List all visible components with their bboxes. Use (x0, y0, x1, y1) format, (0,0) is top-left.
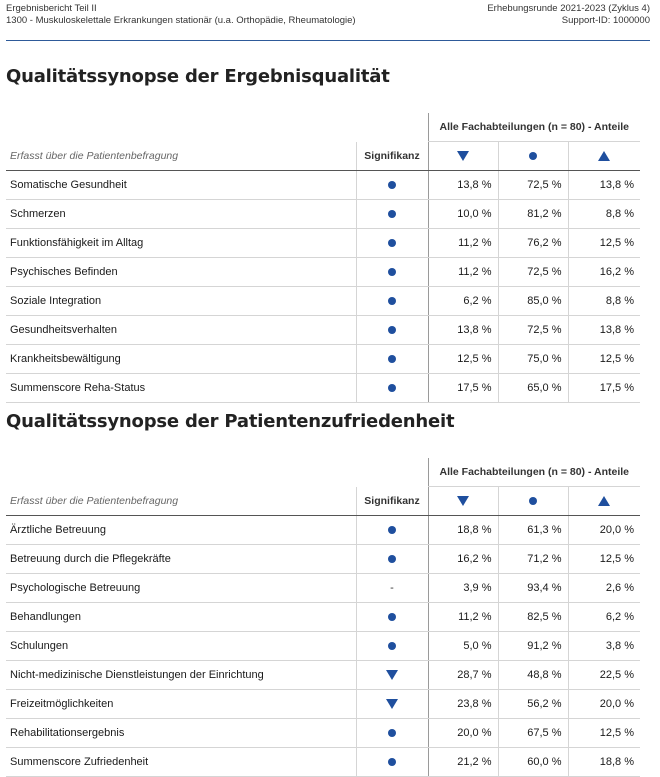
triangle-down-icon (386, 699, 398, 709)
share-average: 56,2 % (498, 690, 568, 719)
dot-icon (388, 268, 396, 276)
table-row (6, 574, 640, 603)
significance-cell (356, 748, 428, 777)
header-spacer (6, 113, 356, 142)
row-label: Rehabilitationsergebnis (6, 719, 356, 748)
share-below: 6,2 % (428, 287, 498, 316)
share-average: 48,8 % (498, 661, 568, 690)
significance-cell (356, 200, 428, 229)
group-header-row (6, 458, 640, 487)
dot-icon (388, 326, 396, 334)
share-below: 28,7 % (428, 661, 498, 690)
share-below: 20,0 % (428, 719, 498, 748)
header-left (6, 3, 356, 27)
significance-header: Signifikanz (356, 487, 428, 516)
significance-cell (356, 374, 428, 403)
row-label: Summenscore Reha-Status (6, 374, 356, 403)
group-header: Alle Fachabteilungen (n = 80) - Anteile (428, 113, 640, 142)
row-label: Summenscore Zufriedenheit (6, 748, 356, 777)
row-label: Somatische Gesundheit (6, 171, 356, 200)
significance-cell (356, 345, 428, 374)
share-above: 12,5 % (568, 345, 640, 374)
table-row (6, 516, 640, 545)
share-below: 12,5 % (428, 345, 498, 374)
header-spacer (356, 113, 428, 142)
share-average: 60,0 % (498, 748, 568, 777)
share-above: 12,5 % (568, 719, 640, 748)
triangle-down-icon (457, 496, 469, 506)
row-label: Freizeitmöglichkeiten (6, 690, 356, 719)
share-below: 5,0 % (428, 632, 498, 661)
share-average: 61,3 % (498, 516, 568, 545)
column-header-dot (498, 142, 568, 171)
significance-header: Signifikanz (356, 142, 428, 171)
table-row (6, 316, 640, 345)
row-label: Gesundheitsverhalten (6, 316, 356, 345)
table-row (6, 200, 640, 229)
significance-cell (356, 632, 428, 661)
row-label: Behandlungen (6, 603, 356, 632)
first-column-header: Erfasst über die Patientenbefragung (6, 142, 356, 171)
column-header-down (428, 487, 498, 516)
dot-icon (388, 613, 396, 621)
significance-cell (356, 258, 428, 287)
column-header-dot (498, 487, 568, 516)
share-above: 12,5 % (568, 229, 640, 258)
table-row (6, 345, 640, 374)
significance-cell (356, 719, 428, 748)
share-below: 21,2 % (428, 748, 498, 777)
significance-cell (356, 171, 428, 200)
significance-cell (356, 690, 428, 719)
share-below: 13,8 % (428, 316, 498, 345)
significance-cell (356, 661, 428, 690)
share-above: 3,8 % (568, 632, 640, 661)
row-label: Ärztliche Betreuung (6, 516, 356, 545)
share-above: 13,8 % (568, 316, 640, 345)
group-header-row (6, 113, 640, 142)
dot-icon (388, 526, 396, 534)
dot-icon (388, 355, 396, 363)
table-row (6, 690, 640, 719)
share-average: 85,0 % (498, 287, 568, 316)
share-below: 23,8 % (428, 690, 498, 719)
table-row (6, 632, 640, 661)
synopsis-table (6, 458, 640, 777)
table-row (6, 258, 640, 287)
table-row (6, 748, 640, 777)
significance-cell (356, 545, 428, 574)
share-below: 11,2 % (428, 603, 498, 632)
survey-round: Erhebungsrunde 2021-2023 (Zyklus 4) (487, 3, 650, 14)
share-average: 72,5 % (498, 316, 568, 345)
row-label: Schmerzen (6, 200, 356, 229)
share-above: 18,8 % (568, 748, 640, 777)
significance-cell (356, 287, 428, 316)
share-below: 10,0 % (428, 200, 498, 229)
row-label: Krankheitsbewältigung (6, 345, 356, 374)
significance-cell (356, 574, 428, 603)
column-header-up (568, 142, 640, 171)
share-average: 72,5 % (498, 258, 568, 287)
share-above: 12,5 % (568, 545, 640, 574)
share-above: 6,2 % (568, 603, 640, 632)
share-above: 20,0 % (568, 690, 640, 719)
dot-icon (388, 181, 396, 189)
share-average: 81,2 % (498, 200, 568, 229)
share-above: 8,8 % (568, 287, 640, 316)
share-above: 20,0 % (568, 516, 640, 545)
support-id: Support-ID: 1000000 (561, 15, 650, 26)
table-row (6, 719, 640, 748)
significance-cell (356, 316, 428, 345)
row-label: Psychologische Betreuung (6, 574, 356, 603)
first-column-header: Erfasst über die Patientenbefragung (6, 487, 356, 516)
report-indication: 1300 - Muskuloskelettale Erkrankungen stationär (u.a. Orthopädie, Rheumatologie) (6, 15, 356, 26)
row-label: Nicht-medizinische Dienstleistungen der Einrichtung (6, 661, 356, 690)
share-average: 76,2 % (498, 229, 568, 258)
table-row (6, 603, 640, 632)
triangle-down-icon (386, 670, 398, 680)
section-patientenzufriedenheit (6, 411, 640, 777)
dot-icon (388, 729, 396, 737)
share-above: 13,8 % (568, 171, 640, 200)
triangle-up-icon (598, 496, 610, 506)
table-row (6, 229, 640, 258)
significance-cell (356, 516, 428, 545)
dot-icon (388, 642, 396, 650)
share-average: 72,5 % (498, 171, 568, 200)
share-above: 16,2 % (568, 258, 640, 287)
section-ergebnisqualitaet (6, 66, 640, 403)
dot-icon (388, 758, 396, 766)
triangle-up-icon (598, 151, 610, 161)
significance-dash: - (390, 582, 394, 594)
share-below: 17,5 % (428, 374, 498, 403)
share-below: 11,2 % (428, 229, 498, 258)
row-label: Soziale Integration (6, 287, 356, 316)
header-spacer (6, 458, 356, 487)
triangle-down-icon (457, 151, 469, 161)
dot-icon (529, 152, 537, 160)
section-title: Qualitätssynopse der Patientenzufriedenheit (6, 411, 455, 432)
share-average: 75,0 % (498, 345, 568, 374)
header-spacer (356, 458, 428, 487)
column-header-up (568, 487, 640, 516)
column-header-row (6, 142, 640, 171)
share-below: 11,2 % (428, 258, 498, 287)
section-title: Qualitätssynopse der Ergebnisqualität (6, 66, 390, 87)
share-average: 71,2 % (498, 545, 568, 574)
dot-icon (388, 239, 396, 247)
share-below: 3,9 % (428, 574, 498, 603)
share-average: 82,5 % (498, 603, 568, 632)
share-above: 17,5 % (568, 374, 640, 403)
share-average: 67,5 % (498, 719, 568, 748)
table-row (6, 545, 640, 574)
column-header-down (428, 142, 498, 171)
synopsis-table (6, 113, 640, 403)
row-label: Funktionsfähigkeit im Alltag (6, 229, 356, 258)
share-above: 2,6 % (568, 574, 640, 603)
table-row (6, 661, 640, 690)
header-right (487, 3, 650, 27)
table-row (6, 171, 640, 200)
row-label: Psychisches Befinden (6, 258, 356, 287)
share-below: 16,2 % (428, 545, 498, 574)
share-below: 13,8 % (428, 171, 498, 200)
report-header (6, 0, 650, 41)
share-average: 65,0 % (498, 374, 568, 403)
significance-cell (356, 603, 428, 632)
share-average: 93,4 % (498, 574, 568, 603)
group-header: Alle Fachabteilungen (n = 80) - Anteile (428, 458, 640, 487)
row-label: Betreuung durch die Pflegekräfte (6, 545, 356, 574)
table-row (6, 287, 640, 316)
share-above: 22,5 % (568, 661, 640, 690)
dot-icon (388, 210, 396, 218)
row-label: Schulungen (6, 632, 356, 661)
share-below: 18,8 % (428, 516, 498, 545)
dot-icon (388, 297, 396, 305)
report-part: Ergebnisbericht Teil II (6, 3, 97, 14)
dot-icon (388, 384, 396, 392)
share-above: 8,8 % (568, 200, 640, 229)
dot-icon (529, 497, 537, 505)
significance-cell (356, 229, 428, 258)
share-average: 91,2 % (498, 632, 568, 661)
dot-icon (388, 555, 396, 563)
table-row (6, 374, 640, 403)
column-header-row (6, 487, 640, 516)
